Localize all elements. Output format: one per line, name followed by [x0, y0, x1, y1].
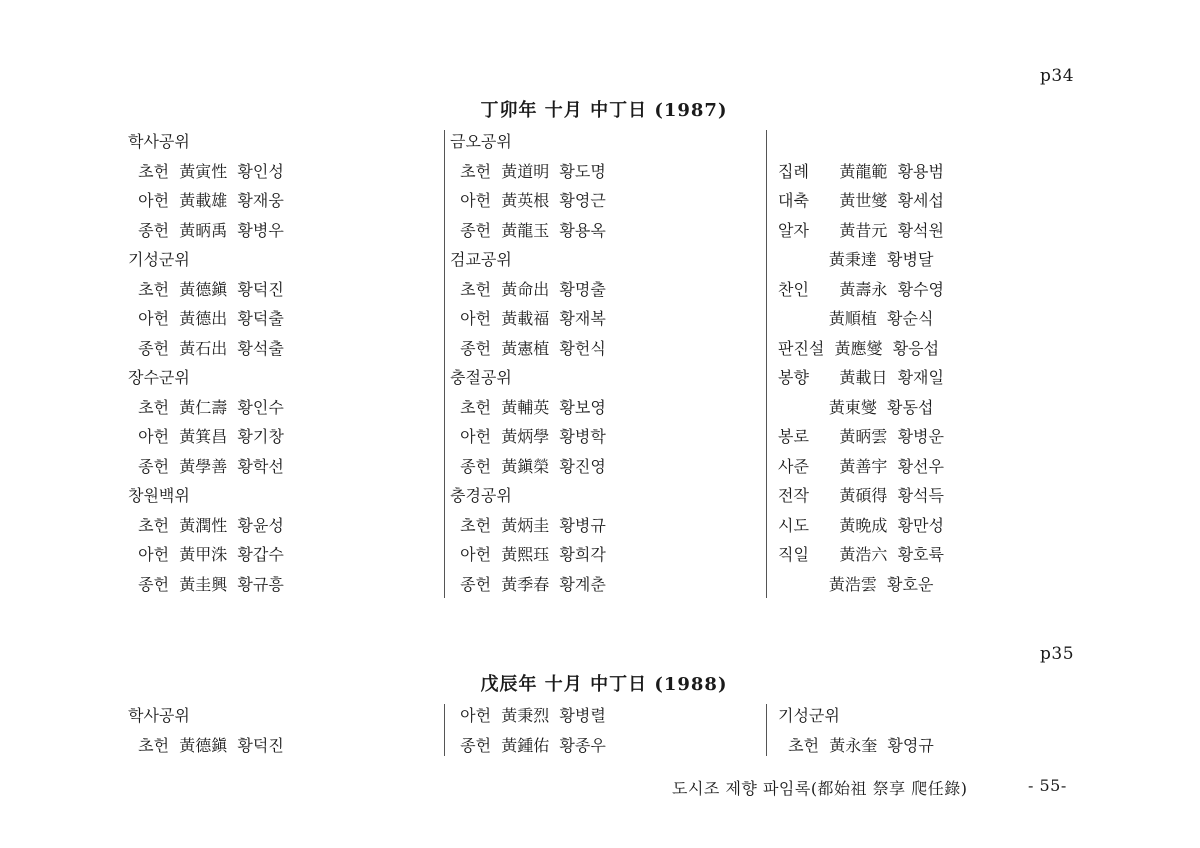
section-title: 丁卯年 十月 中丁日 (1987) [480, 100, 728, 121]
page-number: p34 [1040, 66, 1075, 86]
column-divider [766, 130, 767, 598]
roster-line: 시도 黃晩成 황만성 [778, 515, 944, 535]
roster-line: 학사공위 [128, 132, 190, 151]
roster-line: 금오공위 [450, 132, 512, 151]
roster-line: 봉향 黃載日 황재일 [778, 368, 944, 387]
roster-line: 창원백위 [128, 486, 190, 505]
roster-line: 판진설 黃應燮 황응섭 [778, 338, 940, 358]
column-divider [444, 130, 445, 598]
roster-line: 초헌 黃德鎭 황덕진 [128, 735, 284, 755]
roster-line: 기성군위 [778, 706, 840, 725]
roster-line: 아헌 黃箕昌 황기창 [128, 427, 284, 446]
footer-title: 도시조 제향 파임록(都始祖 祭享 爬任錄) [672, 779, 968, 798]
roster-line: 종헌 黃石出 황석출 [128, 338, 284, 358]
roster-line: 초헌 黃道明 황도명 [450, 161, 606, 181]
roster-line: 종헌 黃昞禹 황병우 [128, 220, 284, 240]
roster-line: 초헌 黃仁壽 황인수 [128, 397, 284, 417]
roster-line: 아헌 黃載雄 황재웅 [128, 191, 284, 210]
page-number: p35 [1040, 644, 1075, 664]
roster-line: 기성군위 [128, 250, 190, 269]
roster-line: 학사공위 [128, 706, 190, 725]
roster-line: 초헌 黃炳圭 황병규 [450, 515, 606, 535]
roster-line: 초헌 黃德鎭 황덕진 [128, 279, 284, 299]
roster-line: 黃浩雲 황호운 [778, 574, 934, 594]
column-divider [766, 704, 767, 756]
roster-line: 초헌 黃輔英 황보영 [450, 397, 606, 417]
roster-line: 직일 黃浩六 황호륙 [778, 545, 944, 564]
roster-line: 초헌 黃永奎 황영규 [778, 735, 934, 755]
roster-line: 아헌 黃英根 황영근 [450, 191, 606, 210]
roster-line: 초헌 黃潤性 황윤성 [128, 515, 284, 535]
roster-line: 대축 黃世燮 황세섭 [778, 191, 944, 210]
roster-line: 黃秉達 황병달 [778, 250, 934, 269]
roster-line: 검교공위 [450, 250, 512, 269]
roster-line: 黃順植 황순식 [778, 309, 934, 328]
roster-line: 사준 黃善宇 황선우 [778, 456, 944, 476]
roster-line: 초헌 黃寅性 황인성 [128, 161, 284, 181]
roster-line: 봉로 黃昞雲 황병운 [778, 427, 944, 446]
roster-line: 종헌 黃鎭榮 황진영 [450, 456, 606, 476]
roster-line: 아헌 黃熙珏 황희각 [450, 545, 606, 564]
section-title: 戊辰年 十月 中丁日 (1988) [480, 674, 728, 695]
roster-line: 찬인 黃壽永 황수영 [778, 279, 944, 299]
roster-line: 장수군위 [128, 368, 190, 387]
roster-line: 초헌 黃命出 황명출 [450, 279, 606, 299]
column-divider [444, 704, 445, 756]
roster-line: 종헌 黃圭興 황규흥 [128, 574, 284, 594]
roster-line: 黃東燮 황동섭 [778, 397, 934, 417]
roster-line: 종헌 黃憲植 황헌식 [450, 338, 606, 358]
roster-line: 알자 黃昔元 황석원 [778, 220, 944, 240]
roster-line: 아헌 黃載福 황재복 [450, 309, 606, 328]
roster-line: 아헌 黃甲洙 황갑수 [128, 545, 284, 564]
roster-line: 충경공위 [450, 486, 512, 505]
roster-line: 전작 黃碩得 황석득 [778, 486, 944, 505]
footer-page-number: - 55- [1028, 776, 1067, 795]
roster-line: 충절공위 [450, 368, 512, 387]
roster-line: 아헌 黃德出 황덕출 [128, 309, 284, 328]
roster-line: 아헌 黃炳學 황병학 [450, 427, 606, 446]
roster-line: 아헌 黃秉烈 황병렬 [450, 706, 606, 725]
roster-line: 종헌 黃季春 황계춘 [450, 574, 606, 594]
roster-line: 종헌 黃龍玉 황용옥 [450, 220, 606, 240]
roster-line: 집례 黃龍範 황용범 [778, 161, 944, 181]
roster-line: 종헌 黃鍾佑 황종우 [450, 735, 606, 755]
roster-line: 종헌 黃學善 황학선 [128, 456, 284, 476]
